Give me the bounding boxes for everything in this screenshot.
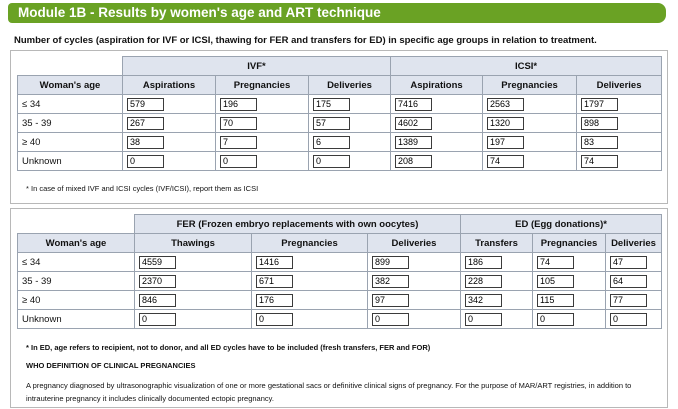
- ed-transfers-input[interactable]: [465, 256, 502, 269]
- fer-ed-table: [17, 214, 662, 329]
- fer-pregnancies-input[interactable]: [256, 313, 293, 326]
- icsi-deliveries-input[interactable]: [581, 136, 618, 149]
- row-header-womans-age: Woman's age: [18, 76, 123, 95]
- row-header-womans-age: Woman's age: [18, 234, 135, 253]
- icsi-aspirations-input[interactable]: [395, 98, 432, 111]
- ivf-deliveries-input[interactable]: [313, 98, 350, 111]
- ed-pregnancies-input[interactable]: [537, 294, 574, 307]
- col-header-icsi-pregnancies: Pregnancies: [483, 76, 577, 95]
- icsi-pregnancies-input[interactable]: [487, 136, 524, 149]
- group-header-ivf: IVF*: [123, 57, 391, 76]
- ed-transfers-input[interactable]: [465, 313, 502, 326]
- corner-cell: [18, 215, 135, 234]
- icsi-pregnancies-input[interactable]: [487, 117, 524, 130]
- ed-deliveries-input[interactable]: [610, 275, 647, 288]
- icsi-pregnancies-input[interactable]: [487, 98, 524, 111]
- corner-cell: [18, 57, 123, 76]
- col-header-icsi-deliveries: Deliveries: [577, 76, 662, 95]
- fer-ed-footnote: * In ED, age refers to recipient, not to donor, and all ED cycles have to be included (fresh transfers, FER and FOR): [26, 343, 431, 352]
- col-header-icsi-aspirations: Aspirations: [391, 76, 483, 95]
- ed-deliveries-input[interactable]: [610, 313, 647, 326]
- ivf-deliveries-input[interactable]: [313, 117, 350, 130]
- col-header-ivf-aspirations: Aspirations: [123, 76, 216, 95]
- fer-thawings-input[interactable]: [139, 294, 176, 307]
- ivf-aspirations-input[interactable]: [127, 136, 164, 149]
- icsi-aspirations-input[interactable]: [395, 155, 432, 168]
- module-title: Module 1B - Results by women's age and ART technique: [8, 3, 666, 23]
- icsi-deliveries-input[interactable]: [581, 155, 618, 168]
- fer-pregnancies-input[interactable]: [256, 256, 293, 269]
- group-header-icsi: ICSI*: [391, 57, 662, 76]
- icsi-aspirations-input[interactable]: [395, 117, 432, 130]
- table-row: [18, 95, 662, 114]
- table-row: [18, 272, 662, 291]
- icsi-deliveries-input[interactable]: [581, 98, 618, 111]
- fer-deliveries-input[interactable]: [372, 275, 409, 288]
- ivf-icsi-footnote: * In case of mixed IVF and ICSI cycles (IVF/ICSI), report them as ICSI: [26, 184, 259, 193]
- col-header-fer-deliveries: Deliveries: [368, 234, 461, 253]
- ed-pregnancies-input[interactable]: [537, 275, 574, 288]
- ed-transfers-input[interactable]: [465, 275, 502, 288]
- ed-deliveries-input[interactable]: [610, 256, 647, 269]
- ed-transfers-input[interactable]: [465, 294, 502, 307]
- fer-deliveries-input[interactable]: [372, 256, 409, 269]
- icsi-deliveries-input[interactable]: [581, 117, 618, 130]
- fer-deliveries-input[interactable]: [372, 313, 409, 326]
- row-label: ≤ 34: [18, 95, 123, 114]
- row-label: 35 - 39: [18, 114, 123, 133]
- ivf-icsi-table: [17, 56, 662, 171]
- row-label: ≤ 34: [18, 253, 135, 272]
- fer-thawings-input[interactable]: [139, 275, 176, 288]
- definition-text-line1: A pregnancy diagnosed by ultrasonographic visualization of one or more gestational sacs or definitive clinical signs of pregnancy. For the purpose of MAR/ART registries, in addition to: [26, 381, 632, 390]
- fer-deliveries-input[interactable]: [372, 294, 409, 307]
- fer-thawings-input[interactable]: [139, 256, 176, 269]
- ivf-aspirations-input[interactable]: [127, 155, 164, 168]
- ivf-pregnancies-input[interactable]: [220, 98, 257, 111]
- icsi-aspirations-input[interactable]: [395, 136, 432, 149]
- col-header-ed-deliveries: Deliveries: [606, 234, 662, 253]
- col-header-ed-transfers: Transfers: [461, 234, 533, 253]
- ivf-deliveries-input[interactable]: [313, 155, 350, 168]
- row-label: 35 - 39: [18, 272, 135, 291]
- definition-text-line2: intrauterine pregnancy it includes clinically documented ectopic pregnancy.: [26, 394, 274, 403]
- col-header-fer-thawings: Thawings: [135, 234, 252, 253]
- row-label: Unknown: [18, 152, 123, 171]
- ivf-pregnancies-input[interactable]: [220, 136, 257, 149]
- definition-heading: WHO DEFINITION OF CLINICAL PREGNANCIES: [26, 361, 196, 370]
- ivf-pregnancies-input[interactable]: [220, 155, 257, 168]
- icsi-pregnancies-input[interactable]: [487, 155, 524, 168]
- table-row: [18, 114, 662, 133]
- fer-pregnancies-input[interactable]: [256, 294, 293, 307]
- row-label: ≥ 40: [18, 133, 123, 152]
- col-header-ivf-pregnancies: Pregnancies: [216, 76, 309, 95]
- ivf-pregnancies-input[interactable]: [220, 117, 257, 130]
- col-header-fer-pregnancies: Pregnancies: [252, 234, 368, 253]
- ivf-aspirations-input[interactable]: [127, 117, 164, 130]
- ed-pregnancies-input[interactable]: [537, 313, 574, 326]
- ivf-deliveries-input[interactable]: [313, 136, 350, 149]
- ivf-aspirations-input[interactable]: [127, 98, 164, 111]
- table-row: [18, 253, 662, 272]
- table-row: [18, 291, 662, 310]
- row-label: ≥ 40: [18, 291, 135, 310]
- ed-pregnancies-input[interactable]: [537, 256, 574, 269]
- table-row: [18, 133, 662, 152]
- table-row: [18, 152, 662, 171]
- fer-pregnancies-input[interactable]: [256, 275, 293, 288]
- intro-text: Number of cycles (aspiration for IVF or ICSI, thawing for FER and transfers for ED) in specific age groups in relation to treatment.: [14, 35, 597, 46]
- ed-deliveries-input[interactable]: [610, 294, 647, 307]
- row-label: Unknown: [18, 310, 135, 329]
- fer-thawings-input[interactable]: [139, 313, 176, 326]
- col-header-ed-pregnancies: Pregnancies: [533, 234, 606, 253]
- group-header-fer: FER (Frozen embryo replacements with own oocytes): [135, 215, 461, 234]
- table-row: [18, 310, 662, 329]
- group-header-ed: ED (Egg donations)*: [461, 215, 662, 234]
- col-header-ivf-deliveries: Deliveries: [309, 76, 391, 95]
